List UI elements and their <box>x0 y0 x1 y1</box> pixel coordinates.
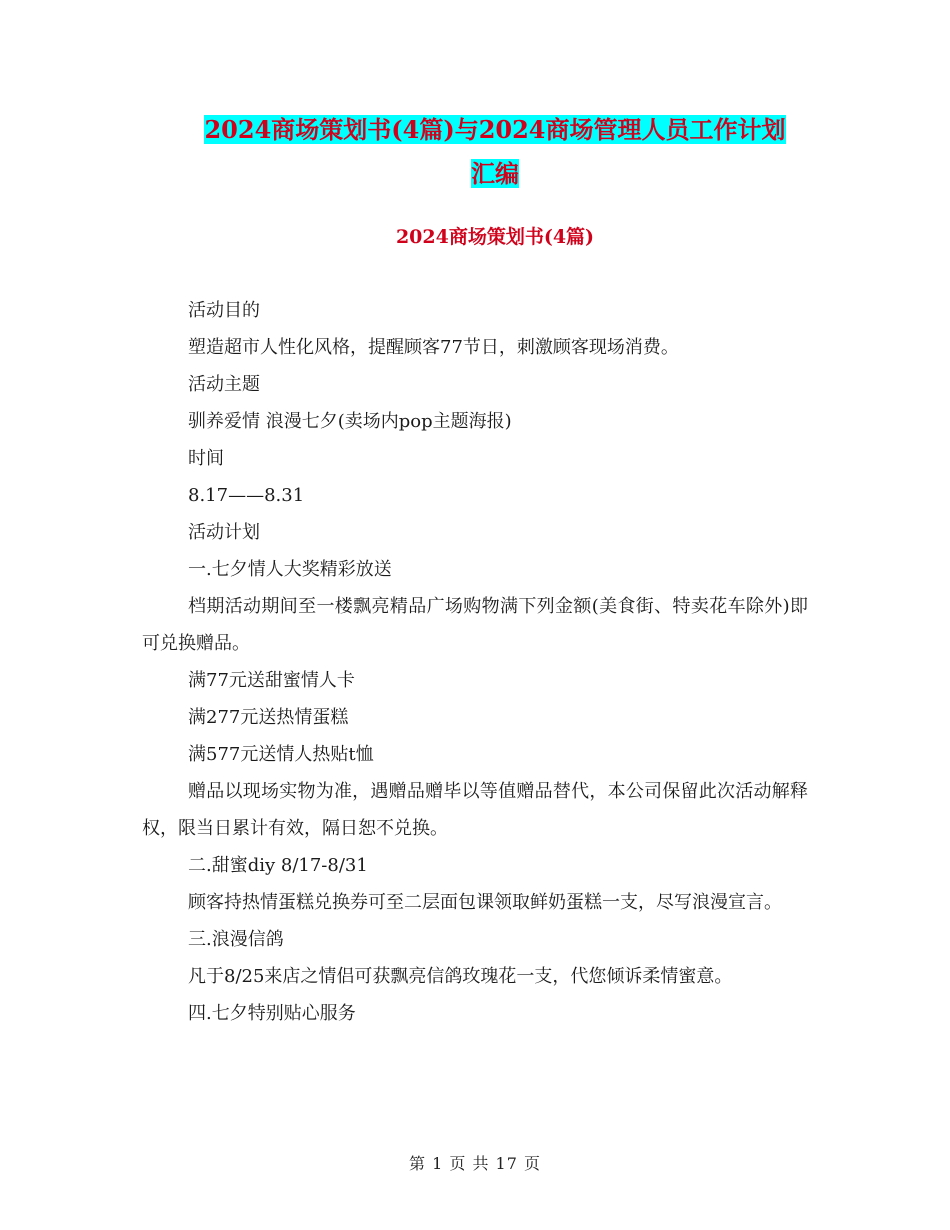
document-title-line-1: 2024商场策划书(4篇)与2024商场管理人员工作计划 <box>204 115 786 144</box>
paragraph: 活动目的 <box>188 300 260 321</box>
paragraph: 活动计划 <box>188 522 260 543</box>
paragraph: 顾客持热情蛋糕兑换券可至二层面包课领取鲜奶蛋糕一支，尽写浪漫宣言。 <box>188 892 782 913</box>
paragraph: 四.七夕特别贴心服务 <box>188 1003 356 1024</box>
document-body <box>142 292 808 1032</box>
paragraph: 塑造超市人性化风格，提醒顾客77节日，刺激顾客现场消费。 <box>188 337 679 358</box>
paragraph: 满577元送情人热贴t恤 <box>188 744 374 765</box>
paragraph: 档期活动期间至一楼飘亮精品广场购物满下列金额(美食街、特卖花车除外)即可兑换赠品。 <box>142 596 808 654</box>
paragraph: 三.浪漫信鸽 <box>188 929 284 950</box>
paragraph: 时间 <box>188 448 224 469</box>
paragraph: 二.甜蜜diy 8/17-8/31 <box>188 855 368 876</box>
document-title-line-2: 汇编 <box>471 159 519 188</box>
paragraph: 凡于8/25来店之情侣可获飘亮信鸽玫瑰花一支，代您倾诉柔情蜜意。 <box>188 966 733 987</box>
section-title: 2024商场策划书(4篇) <box>395 226 595 248</box>
paragraph: 8.17——8.31 <box>188 485 305 506</box>
paragraph: 活动主题 <box>188 374 260 395</box>
paragraph: 一.七夕情人大奖精彩放送 <box>188 559 392 580</box>
document-title-continued <box>140 152 850 196</box>
paragraph: 满277元送热情蛋糕 <box>188 707 349 728</box>
paragraph: 赠品以现场实物为准，遇赠品赠毕以等值赠品替代，本公司保留此次活动解释权，限当日累计有效，隔日恕不兑换。 <box>142 781 808 839</box>
document-title <box>140 108 850 152</box>
paragraph: 满77元送甜蜜情人卡 <box>188 670 355 691</box>
paragraph: 驯养爱情 浪漫七夕(卖场内pop主题海报) <box>188 411 512 432</box>
page-footer: 第 1 页 共 17 页 <box>409 1154 541 1173</box>
